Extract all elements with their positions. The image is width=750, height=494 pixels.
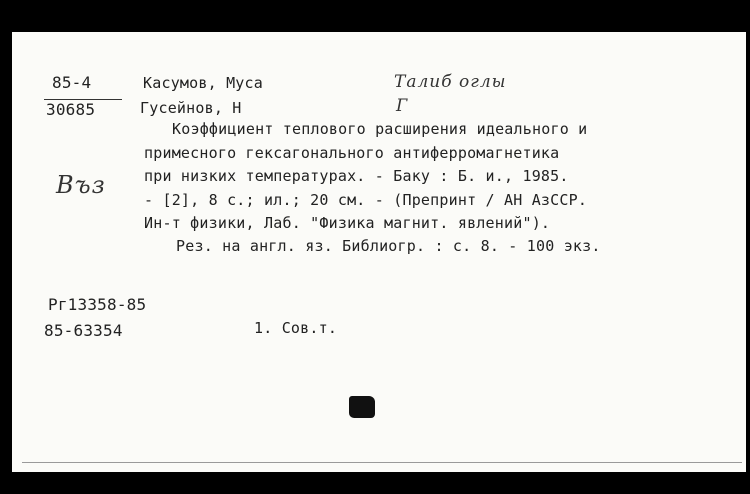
card-bottom-edge [22,462,742,463]
body-line-6: Рез. на англ. яз. Библиогр. : с. 8. - 100 экз. [176,237,601,255]
author-handwritten-2: Г [396,96,409,116]
ink-blot [349,396,375,418]
body-line-1: Коэффициент теплового расширения идеального и [172,120,588,138]
side-handwritten-note: Въз [56,171,106,199]
body-line-4: - [2], 8 с.; ил.; 20 см. - (Препринт / АН АзССР. [144,191,588,209]
body-line-3: при низких температурах. - Баку : Б. и., 1985. [144,167,569,185]
call-number-top: 85-4 [52,73,92,92]
registry-number: Рг13358-85 [48,295,147,314]
call-number-bottom: 30685 [46,100,96,119]
author-name-1: Касумов, Муса [143,74,263,92]
subject-heading: 1. Сов.т. [254,319,338,337]
author-name-2: Гусейнов, Н [140,99,242,117]
body-line-2: примесного гексагонального антиферромагнетика [144,144,560,162]
catalog-card [12,32,746,472]
author-handwritten-1: Талиб оглы [394,72,507,92]
body-line-5: Ин-т физики, Лаб. "Физика магнит. явлений"). [144,214,551,232]
card-number: 85-63354 [44,321,123,340]
